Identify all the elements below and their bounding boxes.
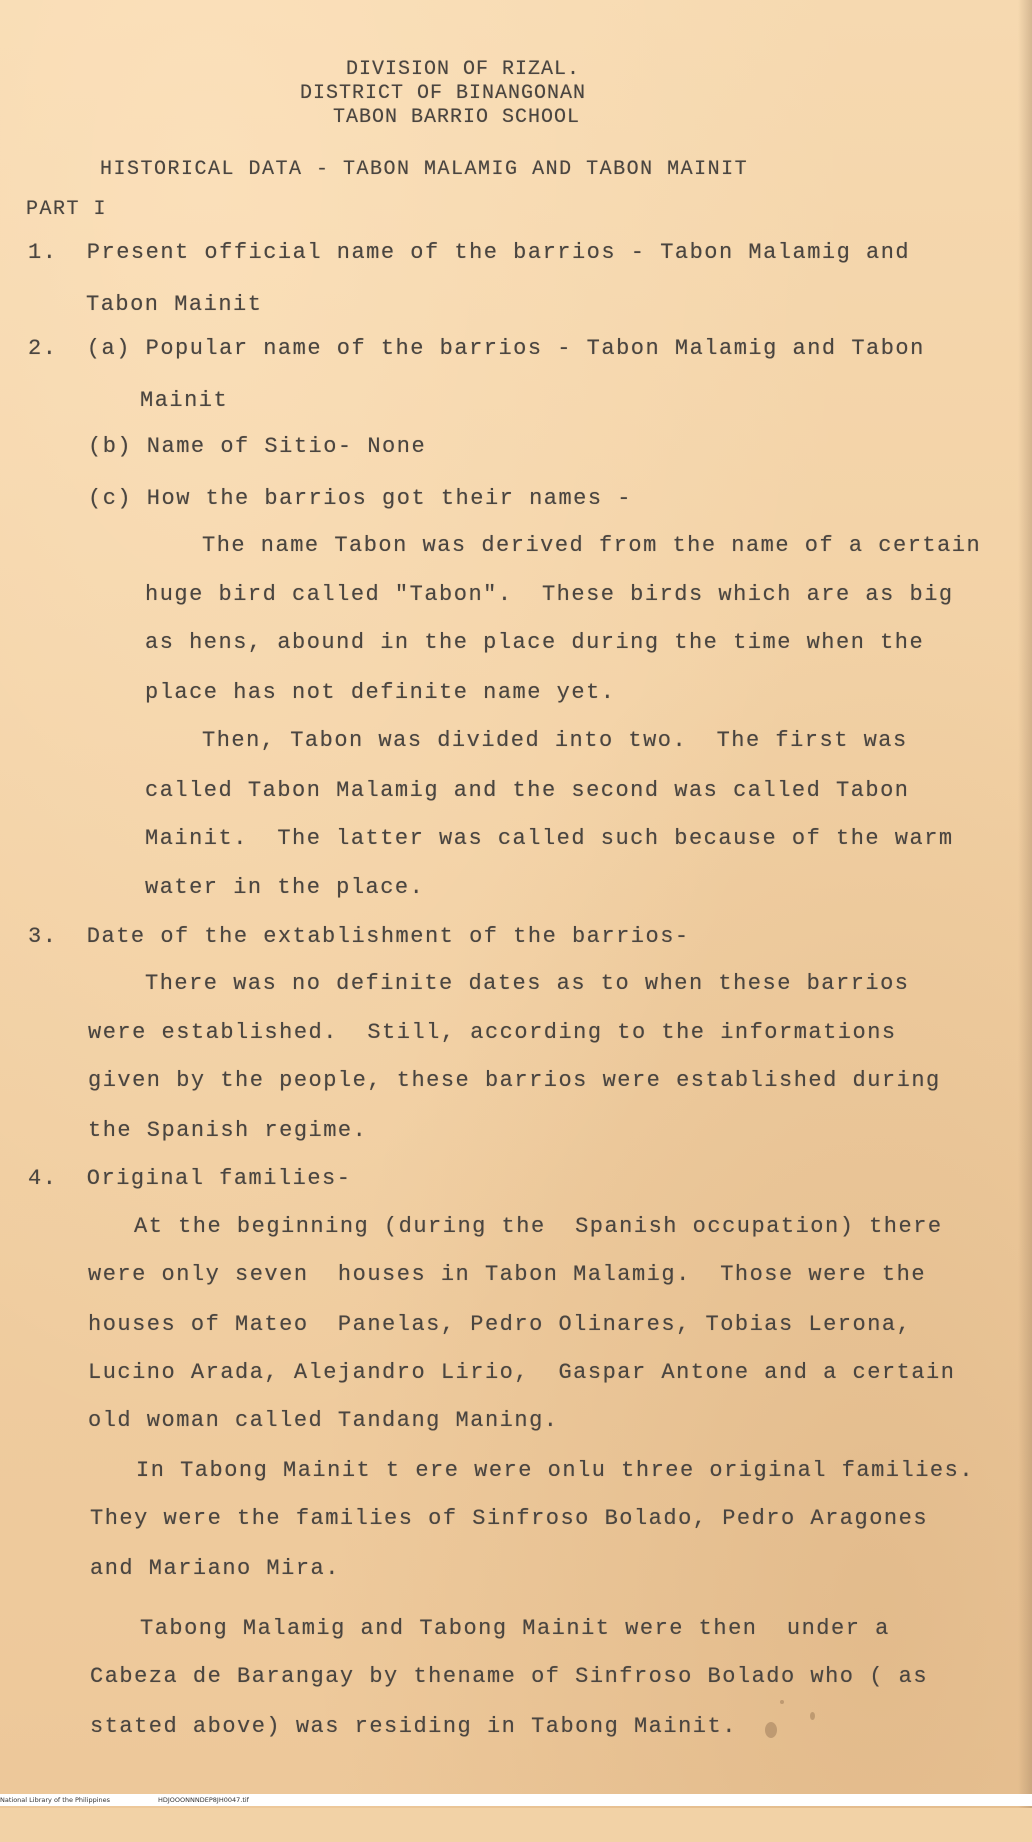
header-school: TABON BARRIO SCHOOL [333,106,581,129]
footer-library: National Library of the Philippines [0,1796,111,1804]
item-2c-para-2-line-4: water in the place. [145,875,425,900]
item-3-para-line-1: There was no definite dates as to when these barrios [145,971,910,996]
item-3-para-line-2: were established. Still, according to the informations [88,1020,897,1045]
item-2c-para-1-line-2: huge bird called "Tabon". These birds which are as big [145,582,954,607]
item-4-para-1-line-4: Lucino Arada, Alejandro Lirio, Gaspar Antone and a certain [88,1360,956,1385]
item-2c-para-1-line-4: place has not definite name yet. [145,680,616,705]
footer-file-id: HDJOOONNNDEP8JH0047.tif [158,1796,249,1804]
header-division: DIVISION OF RIZAL. [346,58,581,81]
item-2c-para-1-line-1: The name Tabon was derived from the name of a certain [202,533,982,558]
item-3-para-line-3: given by the people, these barrios were established during [88,1068,941,1093]
item-2c: (c) How the barrios got their names - [88,486,632,511]
item-3-heading: 3. Date of the extablishment of the barrios- [28,924,690,949]
item-4-para-1-line-1: At the beginning (during the Spanish occupation) there [134,1214,943,1239]
ink-stain [780,1700,784,1704]
item-4-para-2-line-1: In Tabong Mainit t ere were onlu three original families. [136,1458,975,1483]
header-district: DISTRICT OF BINANGONAN [300,82,587,105]
item-2a-line-1: 2. (a) Popular name of the barrios - Tabon Malamig and Tabon [28,336,925,361]
item-4-para-2-line-2: They were the families of Sinfroso Bolado, Pedro Aragones [90,1506,929,1531]
item-2c-para-2-line-2: called Tabon Malamig and the second was called Tabon [145,778,910,803]
item-4-para-1-line-2: were only seven houses in Tabon Malamig. Those were the [88,1262,927,1287]
item-2a-line-2: Mainit [140,388,229,413]
item-2c-para-1-line-3: as hens, abound in the place during the time when the [145,630,925,655]
ink-stain [810,1712,815,1720]
item-4-para-1-line-5: old woman called Tandang Maning. [88,1408,559,1433]
item-1-line-2: Tabon Mainit [86,292,263,317]
item-4-para-3-line-1: Tabong Malamig and Tabong Mainit were then under a [140,1616,890,1641]
item-3-para-line-4: the Spanish regime. [88,1118,368,1143]
item-2c-para-2-line-1: Then, Tabon was divided into two. The first was [202,728,908,753]
item-4-para-2-line-3: and Mariano Mira. [90,1556,340,1581]
item-4-para-1-line-3: houses of Mateo Panelas, Pedro Olinares, Tobias Lerona, [88,1312,912,1337]
ink-stain [765,1722,777,1738]
item-4-para-3-line-3: stated above) was residing in Tabong Mainit. [90,1714,737,1739]
paper-edge-shadow [1018,0,1032,1808]
scan-footer [0,1794,1032,1806]
document-title: HISTORICAL DATA - TABON MALAMIG AND TABON MAINIT [100,158,749,181]
item-4-para-3-line-2: Cabeza de Barangay by thename of Sinfroso Bolado who ( as [90,1664,929,1689]
item-4-heading: 4. Original families- [28,1166,352,1191]
item-2b: (b) Name of Sitio- None [88,434,427,459]
item-1-line-1: 1. Present official name of the barrios - Tabon Malamig and [28,240,911,265]
part-label: PART I [26,198,108,221]
item-2c-para-2-line-3: Mainit. The latter was called such because of the warm [145,826,954,851]
